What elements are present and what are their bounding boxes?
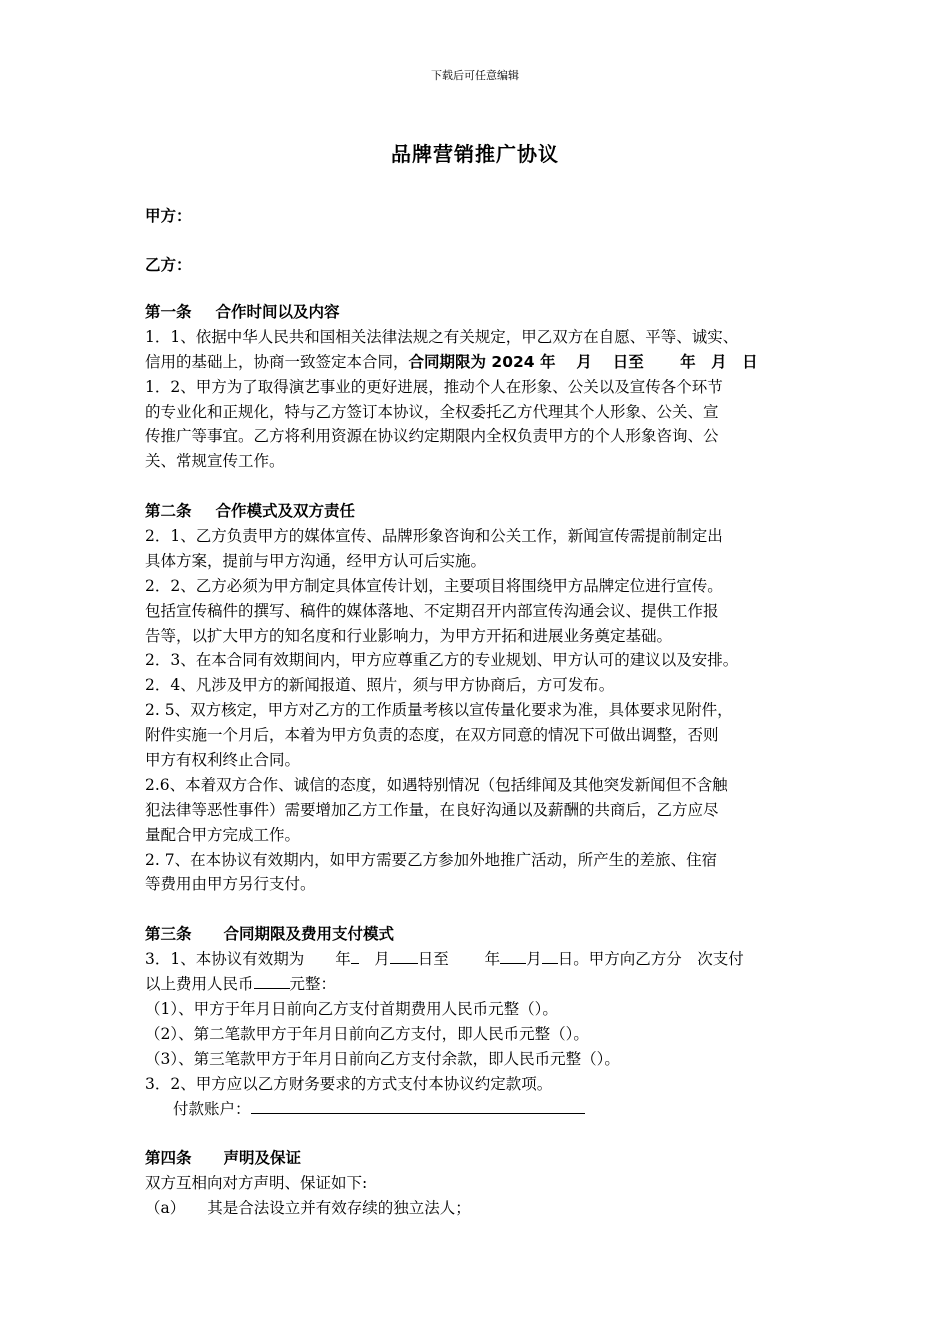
blank-field (500, 947, 526, 964)
paragraph-line (145, 947, 817, 972)
paragraph-line: 包括宣传稿件的撰写、稿件的媒体落地、不定期召开内部宣传沟通会议、提供工作报 (145, 601, 719, 620)
term-text: 月 (358, 950, 390, 969)
paragraph-line: 2．2、乙方必须为甲方制定具体宣传计划，主要项目将围绕甲方品牌定位进行宣传。 (145, 576, 723, 595)
paragraph-line (145, 1196, 817, 1221)
blank-field (351, 947, 359, 964)
section-1-number: 第一条 (145, 303, 192, 321)
paragraph-line: 犯法律等恶性事件）需要增加乙方工作量，在良好沟通以及薪酬的共商后，乙方应尽 (145, 800, 719, 819)
section-3-heading (145, 922, 817, 947)
term-text: 月 (526, 950, 542, 969)
paragraph-line: 关、常规宣传工作。 (145, 452, 285, 471)
paragraph-line: 量配合甲方完成工作。 (145, 825, 301, 844)
term-text: 日。甲方向乙方分 次支付 (557, 950, 744, 969)
header-note: 下载后可任意编辑 (431, 69, 519, 82)
section-2-heading (145, 499, 817, 524)
section-1-title: 合作时间以及内容 (215, 303, 340, 321)
paragraph-line (145, 350, 817, 375)
party-a-label: 甲方： (145, 207, 192, 225)
paragraph-line (145, 1097, 817, 1122)
section-2-number: 第二条 (145, 502, 192, 521)
paragraph-line: 2．1、乙方负责甲方的媒体宣传、品牌形象咨询和公关工作，新闻宣传需提前制定出 (145, 527, 723, 546)
blank-field (390, 947, 418, 964)
paragraph-line: 2. 7、在本协议有效期内，如甲方需要乙方参加外地推广活动，所产生的差旅、住宿 (145, 850, 718, 869)
paragraph-text: 信用的基础上，协商一致签定本合同， (145, 352, 409, 371)
amount-text: 以上费用人民币 (145, 975, 254, 994)
paragraph-line: 等费用由甲方另行支付。 (145, 875, 316, 894)
paragraph-line: 的专业化和正规化，特与乙方签订本协议，全权委托乙方代理其个人形象、公关、宣 (145, 402, 719, 421)
clause-text: 其是合法设立并有效存续的独立法人； (207, 1199, 471, 1218)
amount-text: 元整： (289, 975, 337, 994)
section-4-number: 第四条 (145, 1149, 192, 1168)
section-3-title: 合同期限及费用支付模式 (223, 925, 395, 944)
payment-account-blank (251, 1097, 585, 1114)
payment-account-label: 付款账户： (173, 1099, 251, 1118)
document-title: 品牌营销推广协议 (391, 142, 559, 166)
paragraph-line: 双方互相向对方声明、保证如下: (145, 1174, 368, 1193)
paragraph-line: 2．3、在本合同有效期间内，甲方应尊重乙方的专业规划、甲方认可的建议以及安排。 (145, 651, 739, 670)
paragraph-line: 2．4、凡涉及甲方的新闻报道、照片，须与甲方协商后，方可发布。 (145, 676, 615, 695)
term-text: 日至 年 (417, 950, 501, 969)
paragraph-line: （2）、第二笔款甲方于年月日前向乙方支付，即人民币元整（）。 (145, 1024, 589, 1043)
paragraph-line (145, 972, 817, 997)
paragraph-line: 2. 5、双方核定，甲方对乙方的工作质量考核以宣传量化要求为准，具体要求见附件， (145, 701, 733, 720)
blank-field (542, 947, 558, 964)
paragraph-line: （3）、第三笔款甲方于年月日前向乙方支付余款，即人民币元整（）。 (145, 1049, 620, 1068)
paragraph-line: 附件实施一个月后，本着为甲方负责的态度，在双方同意的情况下可做出调整，否则 (145, 726, 719, 745)
contract-term-text: 合同期限为 2024 年 月 日至 年 月 日 (408, 352, 758, 371)
paragraph-line: 具体方案，提前与甲方沟通，经甲方认可后实施。 (145, 551, 487, 570)
term-text: 3．1、本协议有效期为 年 (145, 950, 351, 969)
document-body (145, 300, 817, 1221)
paragraph-line: 告等，以扩大甲方的知名度和行业影响力，为甲方开拓和进展业务奠定基础。 (145, 626, 673, 645)
section-1-heading (145, 300, 817, 325)
clause-label: （a） (145, 1199, 186, 1218)
paragraph-line: 3．2、甲方应以乙方财务要求的方式支付本协议约定款项。 (145, 1074, 553, 1093)
paragraph-line: （1）、甲方于年月日前向乙方支付首期费用人民币元整（）。 (145, 999, 558, 1018)
paragraph-line: 1．2、甲方为了取得演艺事业的更好进展，推动个人在形象、公关以及宣传各个环节 (145, 377, 723, 396)
section-4-title: 声明及保证 (223, 1149, 302, 1168)
section-4-heading (145, 1146, 817, 1171)
section-3-number: 第三条 (145, 925, 192, 944)
blank-field (254, 972, 290, 989)
paragraph-line: 1．1、依据中华人民共和国相关法律法规之有关规定，甲乙双方在自愿、平等、诚实、 (145, 327, 739, 346)
party-b-label: 乙方： (145, 256, 192, 274)
paragraph-line: 2.6、本着双方合作、诚信的态度，如遇特别情况（包括绯闻及其他突发新闻但不含触 (145, 775, 728, 794)
paragraph-line: 甲方有权利终止合同。 (145, 751, 301, 770)
paragraph-line: 传推广等事宜。乙方将利用资源在协议约定期限内全权负责甲方的个人形象咨询、公 (145, 427, 719, 446)
section-2-title: 合作模式及双方责任 (215, 502, 356, 521)
